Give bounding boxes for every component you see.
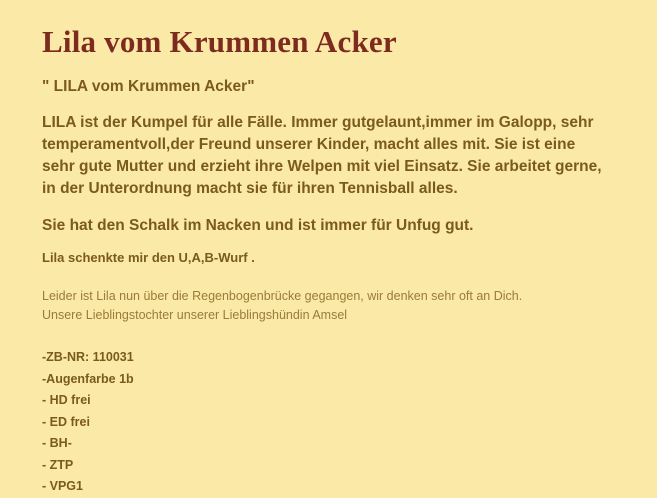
fact-item: -ZB-NR: 110031 bbox=[42, 350, 134, 365]
fact-item: - ED frei bbox=[42, 414, 90, 429]
subtitle-text: LILA vom Krummen Acker bbox=[49, 78, 248, 95]
facts-list bbox=[42, 347, 641, 498]
memorial-line-1: Leider ist Lila nun über die Regenbogenbrücke gegangen, wir denken sehr oft an Dich. bbox=[42, 288, 523, 303]
fact-item: -Augenfarbe 1b bbox=[42, 371, 134, 386]
fact-item: - HD frei bbox=[42, 393, 91, 408]
litter-note: Lila schenkte mir den U,A,B-Wurf . bbox=[42, 249, 255, 265]
fact-item: - BH- bbox=[42, 436, 72, 451]
page-title: Lila vom Krummen Acker bbox=[42, 24, 397, 59]
description-paragraph: LILA ist der Kumpel für alle Fälle. Immer gutgelaunt,immer im Galopp, sehr temperamentvoll,der Freund unserer Kinder, macht alles mit. Sie ist eine sehr gute Mutter und erzieht ihre Welpen mit viel Einsatz. Sie arbeitet gerne, in der Unterordnung macht sie für ihren Tennisball alles. bbox=[42, 113, 602, 197]
quote-open-mark: " bbox=[42, 78, 50, 95]
memorial-block bbox=[42, 287, 641, 326]
fact-item: - ZTP bbox=[42, 457, 74, 472]
subtitle-quote bbox=[42, 78, 641, 96]
quote-close-mark: " bbox=[247, 78, 255, 95]
schalk-paragraph: Sie hat den Schalk im Nacken und ist immer für Unfug gut. bbox=[42, 217, 474, 234]
memorial-line-2: Unsere Lieblingstochter unserer Lieblingshündin Amsel bbox=[42, 308, 348, 323]
fact-item: - VPG1 bbox=[42, 479, 83, 494]
